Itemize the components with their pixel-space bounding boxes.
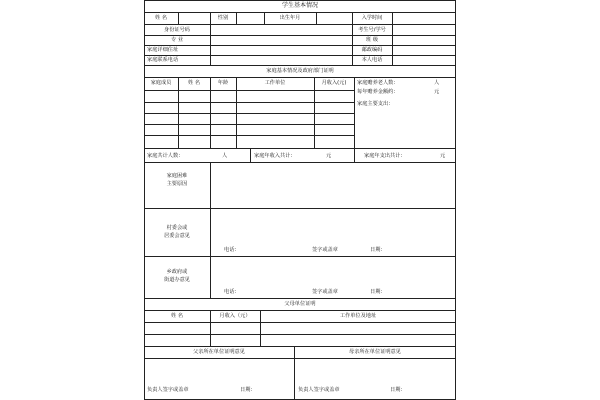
family-section-title: 家庭基本情况及政府部门证明 [266,68,334,74]
rule [354,77,355,162]
support-amount-unit: 元 [434,89,440,95]
township-sign: 签字或盖章 [312,289,338,295]
rule [316,12,317,24]
father-date: 日期： [240,387,256,393]
rule [144,358,456,359]
rule [250,148,251,162]
main-expense-label: 家庭主要支出： [357,101,394,107]
rule [210,77,211,148]
birth-label: 出生年月 [279,15,301,21]
annual-income-label: 家庭年收入共计： [254,153,296,159]
mother-opinion-header: 母亲所在单位证明意见 [349,349,401,355]
rule [144,65,456,66]
rule [144,12,456,13]
village-date: 日期： [370,247,386,253]
mother-date: 日期： [390,387,406,393]
rule [144,90,354,91]
support-count-label: 家庭赡养老人数： [357,80,399,86]
border [144,0,145,400]
family-phone-label: 家庭联系电话 [147,57,179,63]
rule [144,322,456,323]
id-label: 身份证号码 [164,27,190,33]
village-sign: 签字或盖章 [312,247,338,253]
rule [144,135,354,136]
rule [144,310,456,311]
township-label-1: 乡政府或 [166,269,188,275]
age-header: 年龄 [217,80,229,86]
parent-income-header: 月收入（元） [219,313,251,319]
rule [144,334,456,335]
father-opinion-header: 父亲所在单位证明意见 [193,349,245,355]
own-phone-label: 本人电话 [361,57,383,63]
rule [144,298,456,299]
rule [210,162,211,298]
rule [144,0,456,1]
support-amount-label: 每年赡养金额约： [357,89,399,95]
village-label-1: 村委会或 [166,225,188,231]
rule [144,24,456,25]
difficulty-label-2: 主要原因 [166,181,188,187]
form-title: 学生基本情况 [281,2,318,9]
township-phone: 电话： [224,289,240,295]
member-name-header: 姓 名 [187,80,201,86]
township-date: 日期： [370,289,386,295]
rule [144,162,456,163]
rule [144,148,456,149]
postcode-label: 邮政编码 [361,47,383,53]
rule [178,12,179,24]
total-people-label: 家庭共计人数： [147,153,184,159]
rule [144,45,456,46]
rule [392,12,393,24]
annual-expense-unit: 元 [440,153,446,159]
rule [144,346,456,347]
rule [144,77,456,78]
annual-income-unit: 元 [326,153,332,159]
rule [144,124,354,125]
rule [210,24,211,65]
rule [178,77,179,148]
village-phone: 电话： [224,247,240,253]
rule [236,12,237,24]
township-label-2: 街道办意见 [164,277,190,283]
village-label-2: 居委会意见 [164,233,190,239]
mother-sign: 负责人签字或盖章 [298,387,340,393]
parent-name-header: 姓 名 [170,313,184,319]
annual-expense-label: 家庭年支出共计： [364,153,406,159]
rule [144,55,456,56]
rule [144,208,456,209]
parents-title: 父母单位证明 [284,301,316,307]
student-info-form [144,0,456,400]
rule [144,256,456,257]
income-header: 月收入(元) [321,80,347,86]
rule [236,77,237,148]
work-header: 工作单位 [264,80,286,86]
rule [144,35,456,36]
exam-no-label: 考生号/学号 [358,27,386,33]
gender-label: 性别 [217,15,229,21]
enroll-label: 入学时间 [361,15,383,21]
rule [144,102,354,103]
rule [392,24,393,65]
address-label: 家庭详细住址 [147,47,179,53]
father-sign: 负责人签字或盖章 [147,387,189,393]
difficulty-label-1: 家庭困难 [166,173,188,179]
border [455,0,456,400]
total-people-unit: 人 [222,153,228,159]
support-count-unit: 人 [434,80,440,86]
member-header: 家庭成员 [150,80,172,86]
rule [314,77,315,148]
parent-work-header: 工作单位及地址 [339,313,377,319]
name-label: 姓 名 [154,15,168,21]
major-label: 专 业 [170,37,184,43]
rule [144,113,354,114]
class-label: 班 级 [365,37,379,43]
